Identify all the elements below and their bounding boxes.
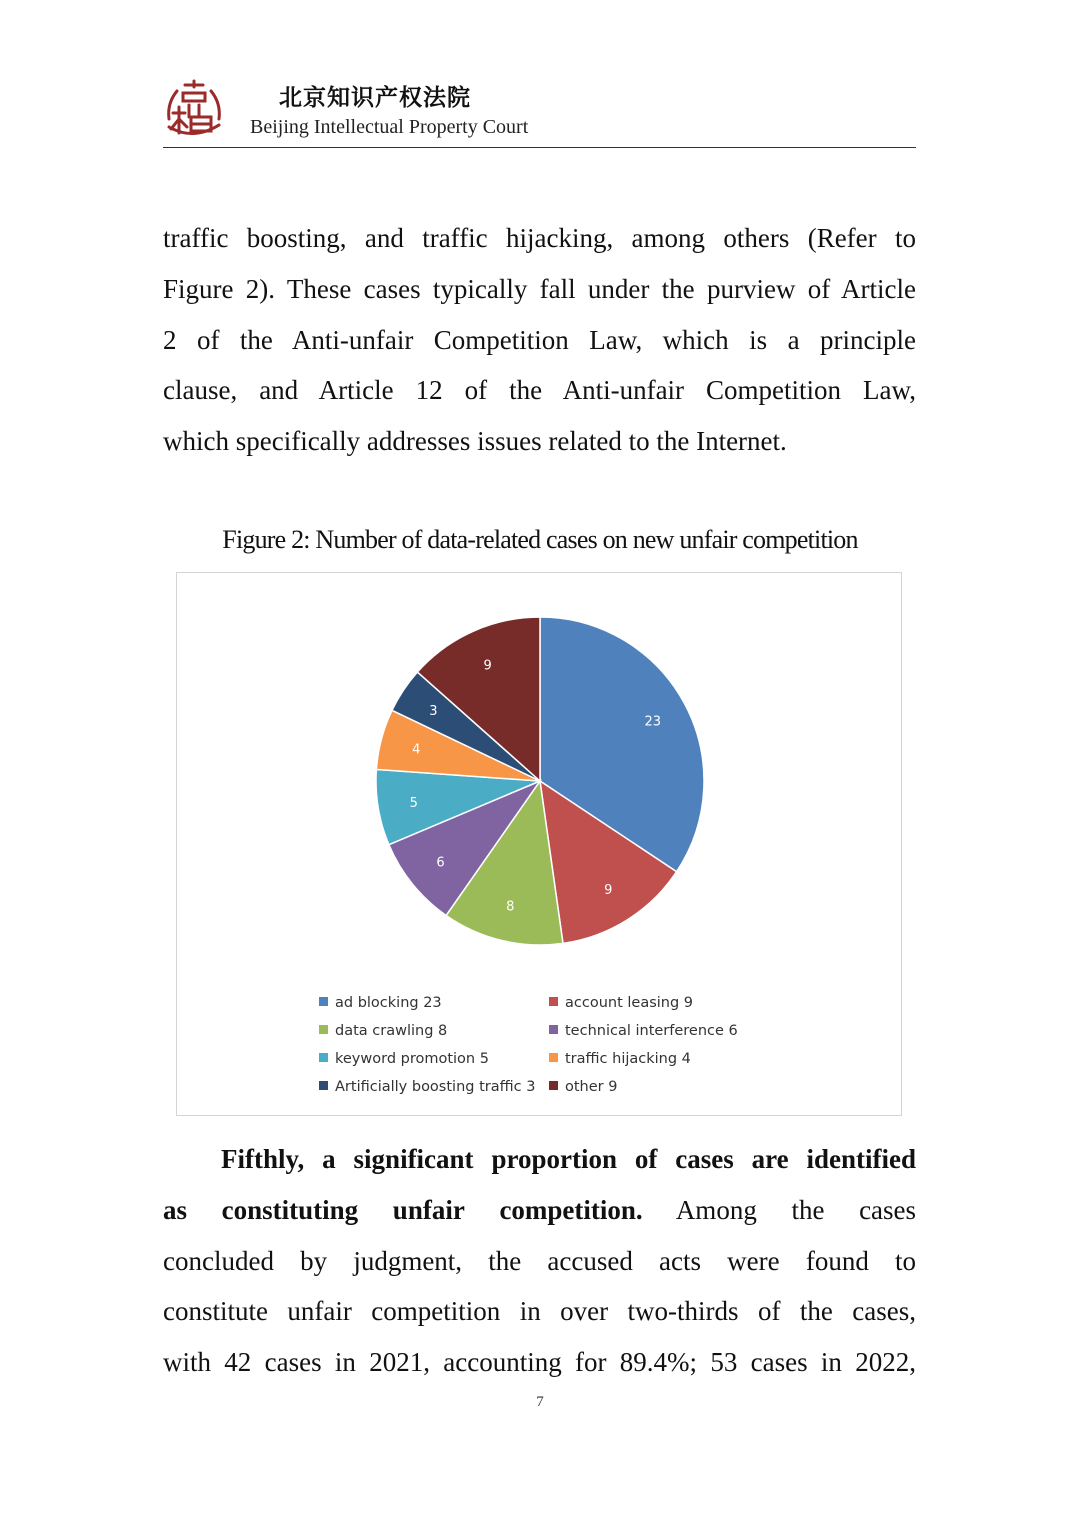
legend-label: ad blocking 23 [335, 995, 442, 1011]
bold-lead: Fifthly, a significant proportion of cases are identified [221, 1144, 916, 1174]
word: the [791, 1194, 825, 1225]
legend-item-artificially-boosting-traffic [319, 1079, 535, 1095]
figure-title: Figure 2: Number of data-related cases on new unfair competition [222, 525, 858, 554]
legend-item-keyword-promotion [319, 1051, 489, 1067]
header-divider [163, 147, 916, 148]
legend-item-traffic-hijacking [549, 1051, 691, 1067]
pie-chart-frame [176, 572, 902, 1116]
legend-item-account-leasing [549, 995, 693, 1011]
court-name-chinese: 北京知识产权法院 [279, 85, 471, 111]
paragraph-line: concluded by judgment, the accused acts were found to [163, 1245, 916, 1276]
legend-swatch [549, 1053, 558, 1062]
legend-swatch [549, 1081, 558, 1090]
legend-label: Artificially boosting traffic 3 [335, 1079, 536, 1095]
bold-word: unfair [392, 1194, 465, 1225]
bold-word: competition. [499, 1194, 643, 1225]
pie-data-label: 6 [436, 855, 445, 871]
pie-data-label: 5 [409, 795, 418, 811]
legend-label: data crawling 8 [335, 1023, 448, 1039]
paragraph-line: 2 of the Anti-unfair Competition Law, which is a principle [163, 324, 916, 355]
legend-swatch [549, 997, 558, 1006]
legend-label: traffic hijacking 4 [565, 1051, 691, 1067]
pie-data-label: 9 [604, 883, 613, 899]
body-paragraph-2 [163, 1134, 916, 1388]
word: Among [675, 1194, 757, 1225]
legend-label: account leasing 9 [565, 995, 694, 1011]
legend-item-other [549, 1079, 617, 1095]
legend-label: keyword promotion 5 [335, 1051, 489, 1067]
paragraph-line: constitute unfair competition in over two-thirds of the cases, [163, 1296, 916, 1327]
legend-label: technical interference 6 [565, 1023, 738, 1039]
pie-data-label: 23 [644, 714, 662, 730]
body-paragraph-1 [163, 213, 916, 467]
legend-item-technical-interference [549, 1023, 738, 1039]
legend-item-data-crawling [319, 1023, 447, 1039]
court-seal-logo [163, 79, 225, 139]
pie-data-label: 3 [429, 704, 438, 720]
legend-swatch [549, 1025, 558, 1034]
paragraph-line: traffic boosting, and traffic hijacking, among others (Refer to [163, 223, 916, 253]
legend-label: other 9 [565, 1079, 618, 1095]
paragraph-line [163, 1185, 916, 1236]
paragraph-line: Figure 2). These cases typically fall under the purview of Article [163, 273, 916, 304]
paragraph-line [163, 1134, 916, 1185]
legend-swatch [319, 1053, 328, 1062]
page-number: 7 [536, 1394, 544, 1410]
paragraph-line: with 42 cases in 2021, accounting for 89.4%; 53 cases in 2022, [163, 1347, 916, 1378]
legend-swatch [319, 1081, 328, 1090]
pie-data-label: 4 [412, 742, 421, 758]
court-name-english: Beijing Intellectual Property Court [250, 116, 529, 138]
bold-word: as [163, 1194, 188, 1225]
page-header [163, 76, 916, 148]
pie-data-label: 9 [483, 658, 492, 674]
paragraph-line: clause, and Article 12 of the Anti-unfair Competition Law, [163, 375, 916, 406]
word: cases [859, 1194, 917, 1225]
pie-chart [177, 573, 901, 1115]
paragraph-line: which specifically addresses issues related to the Internet. [163, 426, 787, 457]
bold-word: constituting [221, 1194, 359, 1225]
legend-swatch [319, 1025, 328, 1034]
legend-swatch [319, 997, 328, 1006]
legend-item-ad-blocking [319, 995, 442, 1011]
pie-data-label: 8 [506, 899, 515, 915]
